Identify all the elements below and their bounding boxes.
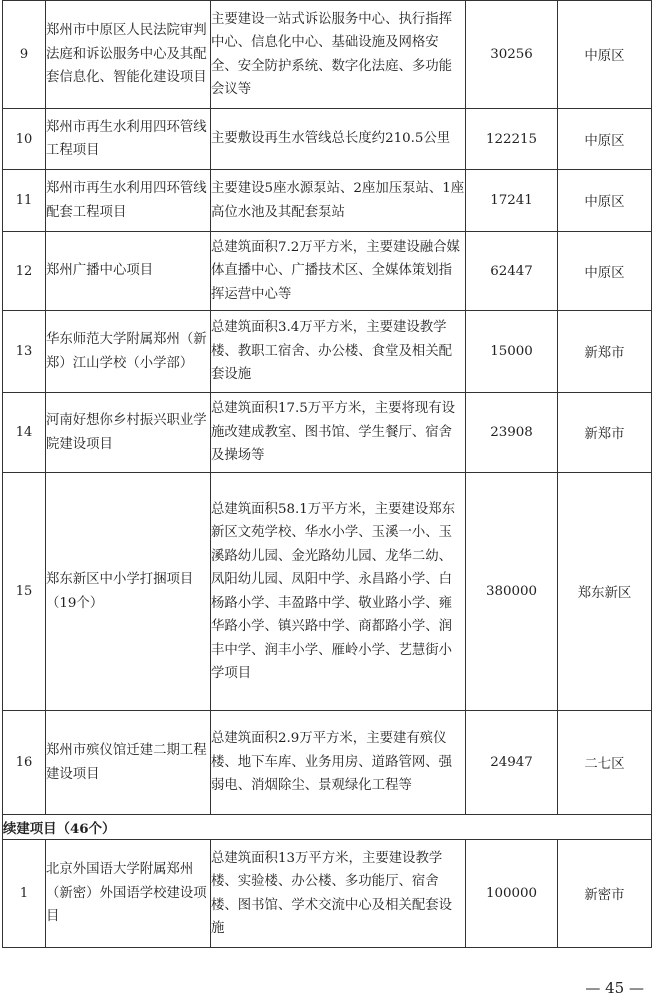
project-table: [2, 0, 652, 948]
project-name: 郑州市再生水利用四环管线工程项目: [46, 109, 211, 170]
district: 二七区: [558, 711, 652, 815]
project-content: 总建筑面积13万平方米，主要建设教学楼、实验楼、办公楼、多功能厅、宿舍楼、图书馆、学术交流中心及相关配套设施: [211, 840, 466, 948]
project-content: 总建筑面积3.4万平方米，主要建设教学楼、教职工宿舍、办公楼、食堂及相关配套设施: [211, 311, 466, 393]
table-row: [3, 232, 652, 311]
row-number: 11: [3, 170, 46, 232]
row-number: 1: [3, 840, 46, 948]
project-content: 主要建设5座水源泵站、2座加压泵站、1座高位水池及其配套泵站: [211, 170, 466, 232]
investment: 15000: [466, 311, 558, 393]
district: 新密市: [558, 840, 652, 948]
investment: 122215: [466, 109, 558, 170]
row-number: 16: [3, 711, 46, 815]
row-number: 12: [3, 232, 46, 311]
table-row: [3, 109, 652, 170]
project-content: 总建筑面积2.9万平方米，主要建有殡仪楼、地下车库、业务用房、道路管网、强弱电、消烟除尘、景观绿化工程等: [211, 711, 466, 815]
table-row: [3, 170, 652, 232]
project-name: 郑州市殡仪馆迁建二期工程建设项目: [46, 711, 211, 815]
investment: 23908: [466, 393, 558, 473]
district: 中原区: [558, 232, 652, 311]
district: 中原区: [558, 109, 652, 170]
district: 新郑市: [558, 311, 652, 393]
row-number: 9: [3, 1, 46, 109]
project-content: 主要敷设再生水管线总长度约210.5公里: [211, 109, 466, 170]
district: 新郑市: [558, 393, 652, 473]
project-content: 总建筑面积58.1万平方米，主要建设郑东新区文苑学校、华水小学、玉溪一小、玉溪路幼儿园、金光路幼儿园、龙华二幼、凤阳幼儿园、凤阳中学、永昌路小学、白杨路小学、丰盈路中学、敬业路小学、雍华路小学、镇兴路中学、商都路小学、润丰中学、润丰小学、雁岭小学、艺慧街小学项目: [211, 473, 466, 711]
row-number: 14: [3, 393, 46, 473]
section-title: 续建项目（46个）: [3, 815, 652, 840]
project-name: 华东师范大学附属郑州（新郑）江山学校（小学部）: [46, 311, 211, 393]
investment: 30256: [466, 1, 558, 109]
table-row: [3, 1, 652, 109]
table-row: [3, 311, 652, 393]
page-number: — 45 —: [585, 979, 644, 997]
investment: 17241: [466, 170, 558, 232]
district: 中原区: [558, 1, 652, 109]
project-name: 郑州广播中心项目: [46, 232, 211, 311]
investment: 100000: [466, 840, 558, 948]
investment: 62447: [466, 232, 558, 311]
project-name: 北京外国语大学附属郑州（新密）外国语学校建设项目: [46, 840, 211, 948]
project-name: 郑州市再生水利用四环管线配套工程项目: [46, 170, 211, 232]
district: 郑东新区: [558, 473, 652, 711]
project-name: 河南好想你乡村振兴职业学院建设项目: [46, 393, 211, 473]
project-name: 郑州市中原区人民法院审判法庭和诉讼服务中心及其配套信息化、智能化建设项目: [46, 1, 211, 109]
project-content: 总建筑面积7.2万平方米，主要建设融合媒体直播中心、广播技术区、全媒体策划指挥运营中心等: [211, 232, 466, 311]
project-content: 总建筑面积17.5万平方米，主要将现有设施改建成教室、图书馆、学生餐厅、宿舍及操场等: [211, 393, 466, 473]
row-number: 13: [3, 311, 46, 393]
project-content: 主要建设一站式诉讼服务中心、执行指挥中心、信息化中心、基础设施及网格安全、安全防护系统、数字化法庭、多功能会议等: [211, 1, 466, 109]
district: 中原区: [558, 170, 652, 232]
section-row: [3, 815, 652, 840]
table-row: [3, 393, 652, 473]
table-row: [3, 711, 652, 815]
row-number: 15: [3, 473, 46, 711]
table-row: [3, 473, 652, 711]
project-name: 郑东新区中小学打捆项目（19个）: [46, 473, 211, 711]
investment: 380000: [466, 473, 558, 711]
table-row: [3, 840, 652, 948]
investment: 24947: [466, 711, 558, 815]
row-number: 10: [3, 109, 46, 170]
